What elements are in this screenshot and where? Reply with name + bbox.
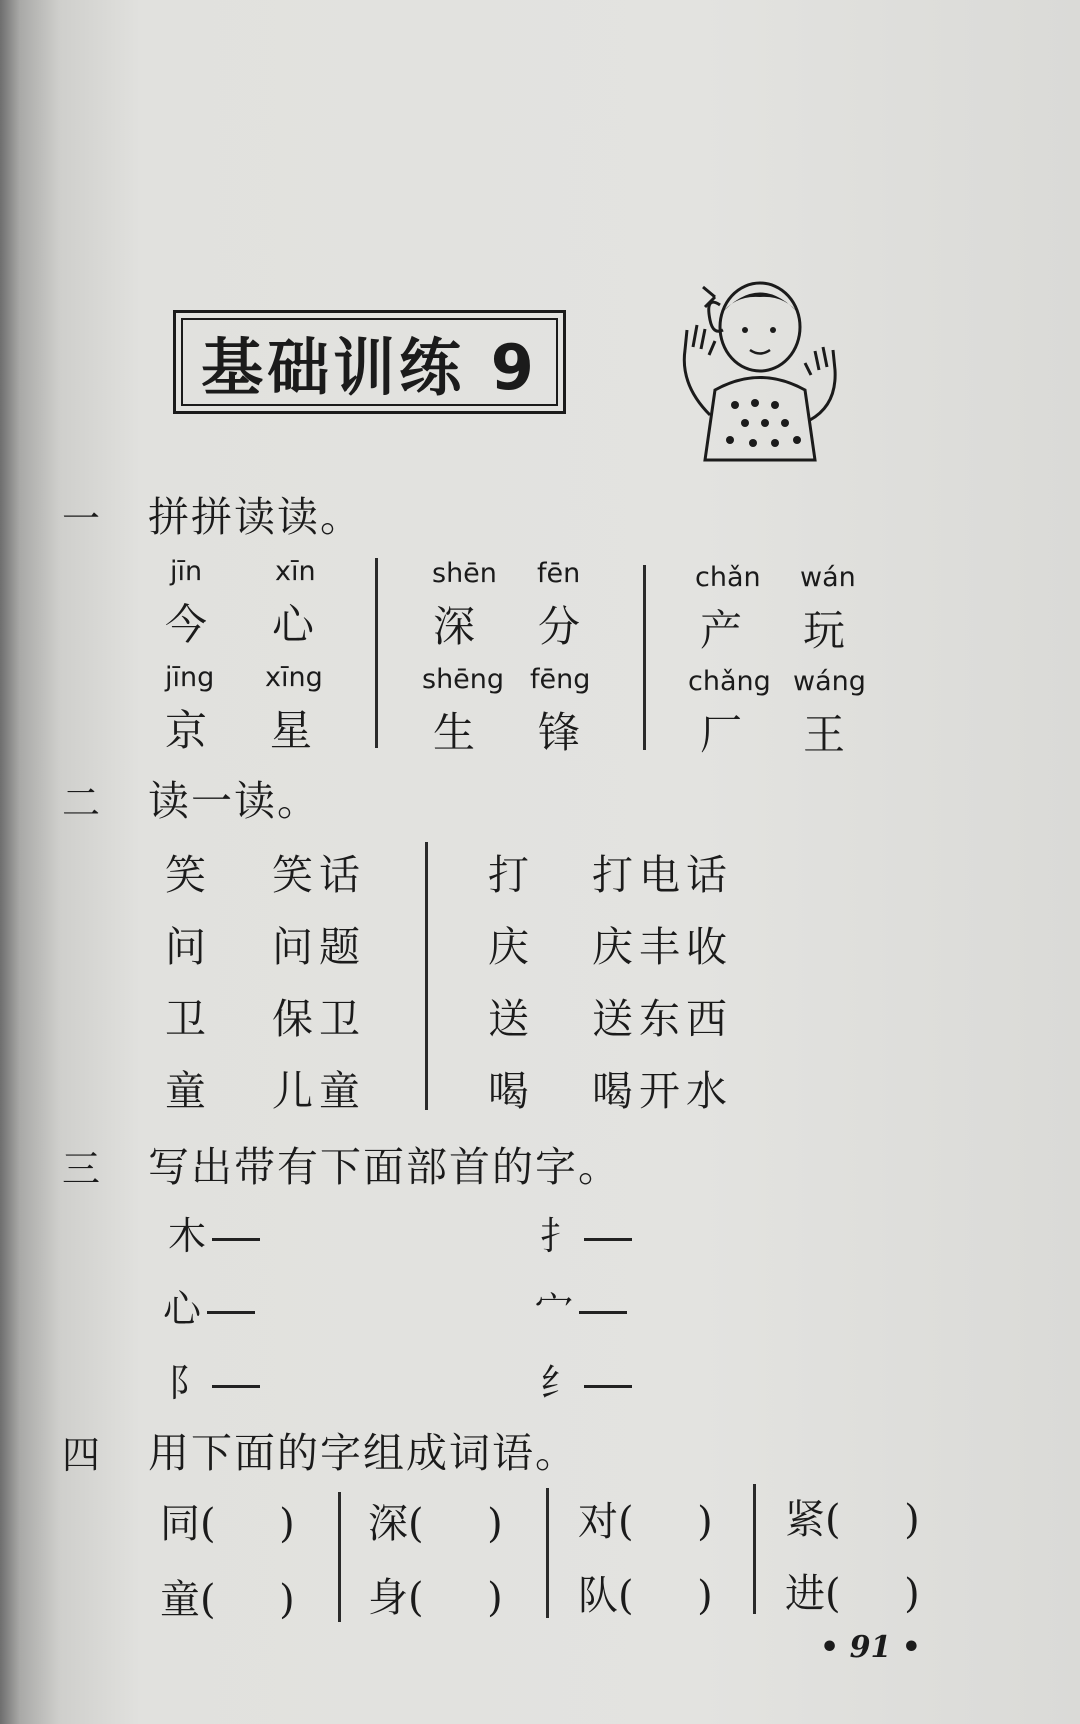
hanzi: 星 xyxy=(270,706,313,755)
pinyin: xīng xyxy=(265,662,323,693)
single-char: 送 xyxy=(488,995,535,1043)
word: 喝开水 xyxy=(592,1067,733,1115)
single-char: 笑 xyxy=(165,851,212,899)
radical-prompt xyxy=(540,1205,632,1260)
single-char: 喝 xyxy=(488,1067,535,1115)
hanzi: 深 xyxy=(433,602,476,651)
word: 笑话 xyxy=(272,851,366,899)
pinyin: jīng xyxy=(165,662,215,693)
lesson-title-box xyxy=(173,310,566,414)
blank-parentheses[interactable]: ( ) xyxy=(825,1497,920,1543)
section-2-number: 二 xyxy=(62,781,101,825)
pinyin: chǎn xyxy=(695,562,761,593)
compose-char: 深 xyxy=(368,1501,408,1547)
compose-item xyxy=(578,1564,713,1621)
radical-prompt xyxy=(540,1352,632,1407)
pinyin: xīn xyxy=(275,556,316,587)
pinyin: chǎng xyxy=(688,666,771,697)
word: 打电话 xyxy=(592,851,733,899)
blank-parentheses[interactable]: ( ) xyxy=(825,1571,920,1617)
single-char: 卫 xyxy=(165,995,212,1043)
blank-parentheses[interactable]: ( ) xyxy=(200,1577,295,1623)
pinyin: wán xyxy=(800,562,856,593)
compose-item xyxy=(578,1490,713,1547)
section-3-title: 写出带有下面部首的字。 xyxy=(148,1143,621,1191)
compose-item xyxy=(785,1562,920,1619)
section-2-title: 读一读。 xyxy=(148,777,320,825)
column-divider xyxy=(753,1484,756,1614)
compose-char: 进 xyxy=(785,1571,825,1617)
hanzi: 玩 xyxy=(803,606,846,655)
word: 保卫 xyxy=(272,995,366,1043)
compose-char: 身 xyxy=(368,1575,408,1621)
section-1-title: 拼拼读读。 xyxy=(148,493,363,541)
compose-item xyxy=(160,1492,295,1549)
hanzi: 锋 xyxy=(538,708,581,757)
column-divider xyxy=(375,558,378,748)
compose-char: 紧 xyxy=(785,1497,825,1543)
compose-char: 同 xyxy=(160,1501,200,1547)
column-divider xyxy=(338,1492,341,1622)
compose-char: 童 xyxy=(160,1577,200,1623)
page-number: • 91 • xyxy=(820,1630,921,1665)
single-char: 打 xyxy=(488,851,535,899)
pinyin: fēng xyxy=(530,664,591,695)
blank-parentheses[interactable]: ( ) xyxy=(618,1573,713,1619)
section-4-title: 用下面的字组成词语。 xyxy=(148,1429,578,1477)
hanzi: 厂 xyxy=(700,710,743,759)
lesson-title: 基础训练 9 xyxy=(201,330,538,404)
radical-prompt xyxy=(163,1278,255,1333)
column-divider xyxy=(643,565,646,750)
compose-item xyxy=(785,1488,920,1545)
single-char: 童 xyxy=(165,1067,212,1115)
hanzi: 分 xyxy=(538,602,581,651)
column-divider xyxy=(425,842,428,1110)
radical-prompt xyxy=(168,1205,260,1260)
hanzi: 心 xyxy=(272,600,315,649)
hanzi: 生 xyxy=(433,708,476,757)
pinyin: shēng xyxy=(422,664,505,695)
radical: 木 xyxy=(168,1214,207,1258)
radical: 心 xyxy=(163,1287,202,1331)
girl-illustration xyxy=(665,275,845,465)
radical: 阝 xyxy=(168,1361,207,1405)
pinyin: jīn xyxy=(170,556,203,587)
section-4-number: 四 xyxy=(62,1433,101,1477)
radical: 扌 xyxy=(540,1214,579,1258)
compose-item xyxy=(368,1566,503,1623)
pinyin: shēn xyxy=(432,558,497,589)
hanzi: 产 xyxy=(700,606,743,655)
hanzi: 京 xyxy=(165,706,208,755)
blank-parentheses[interactable]: ( ) xyxy=(408,1501,503,1547)
radical: 宀 xyxy=(535,1287,574,1331)
pinyin: fēn xyxy=(537,558,581,589)
hanzi: 今 xyxy=(165,600,208,649)
pinyin: wáng xyxy=(793,666,866,697)
blank-parentheses[interactable]: ( ) xyxy=(408,1575,503,1621)
blank-parentheses[interactable]: ( ) xyxy=(618,1499,713,1545)
single-char: 问 xyxy=(165,923,212,971)
bleed-through-text xyxy=(110,235,127,281)
radical: 纟 xyxy=(540,1361,579,1405)
compose-item xyxy=(368,1492,503,1549)
word: 儿童 xyxy=(272,1067,366,1115)
radical-prompt xyxy=(168,1352,260,1407)
word: 问题 xyxy=(272,923,366,971)
word: 送东西 xyxy=(592,995,733,1043)
radical-prompt xyxy=(535,1278,627,1333)
compose-char: 对 xyxy=(578,1499,618,1545)
column-divider xyxy=(546,1488,549,1618)
compose-char: 队 xyxy=(578,1573,618,1619)
blank-parentheses[interactable]: ( ) xyxy=(200,1501,295,1547)
hanzi: 王 xyxy=(803,710,846,759)
compose-item xyxy=(160,1568,295,1625)
single-char: 庆 xyxy=(488,923,535,971)
section-1-number: 一 xyxy=(62,497,101,541)
word: 庆丰收 xyxy=(592,923,733,971)
section-3-number: 三 xyxy=(62,1147,101,1191)
